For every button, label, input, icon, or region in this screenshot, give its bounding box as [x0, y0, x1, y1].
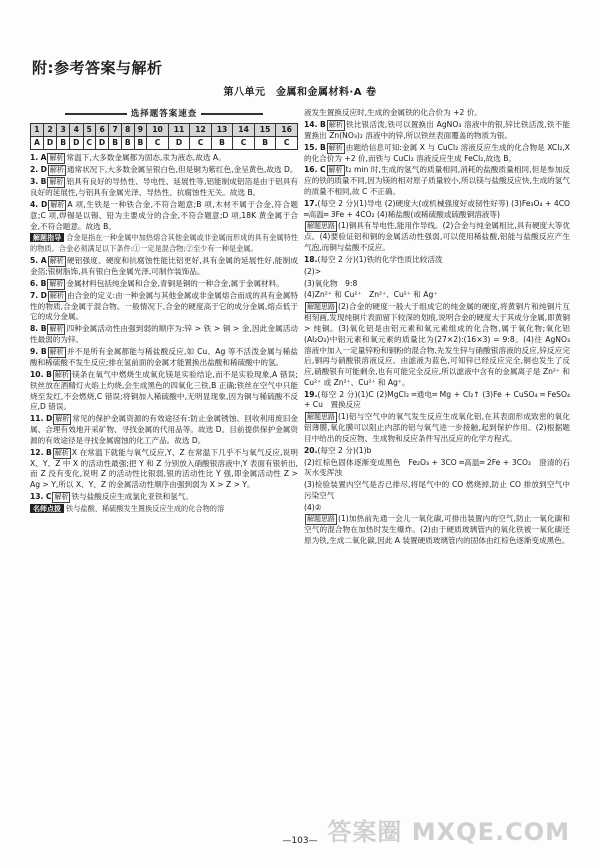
answer-item [304, 120, 570, 142]
answer-table-answer: D [95, 137, 109, 150]
right-answer-list [304, 108, 570, 547]
item-text: t₂ min 时,生成的氢气的质量相同,消耗的盐酸质量相同,但是参加反应的铁的质量不同,因为镁的相对原子质量较小,所以镁与盐酸反应快,生成的氢气的质量不相同,故 C 不正确。 [304, 165, 570, 197]
item-number: 8. [30, 324, 39, 334]
item-text: A 项,生铁是一种铁合金,不符合题意;B 项,木材不属于合金,符合题意;C 项,焊锡是以锡、铅为主要成分的合金,不符合题意;D 项,18K 黄金属于合金,不符合题意。故选 B。 [30, 199, 298, 231]
solution-idea-text: (1)铜具有导电性,能用作导线。(2)合金与纯金属相比,具有硬度大等优点。(4)要验证铝和铜的金属活动性强弱,可以使用稀盐酸,铝能与盐酸反应产生气泡,而铜与盐酸不反应。 [304, 221, 570, 253]
analysis-tag: 解析 [49, 166, 64, 175]
answer-table-number: 8 [122, 124, 135, 137]
answer-table-number: 5 [83, 124, 95, 137]
answer-table-number: 12 [190, 124, 212, 137]
left-answer-list [30, 153, 298, 514]
answer-table-answer: C [233, 137, 255, 150]
answer-table-answer: B [122, 137, 135, 150]
quick-answer-title: 选择题答案速查 [130, 109, 198, 119]
answer-table-answer: B [109, 137, 122, 150]
tip-text: 合金是指在一种金属中加热熔合其他金属或非金属而形成的具有金属特性的物质。合金必须满足以下条件:①一定是混合物;②至少有一种是金属。 [30, 233, 298, 253]
solution-idea [304, 221, 570, 254]
answer-table-number: 11 [168, 124, 190, 137]
item-number: 10. [30, 369, 44, 379]
answer-item [304, 165, 570, 198]
answer-item [30, 165, 298, 176]
answer-item [30, 256, 298, 278]
answer-table-number: 2 [43, 124, 57, 137]
answer-item [30, 414, 298, 447]
analysis-tag: 解析 [49, 279, 64, 288]
item-text: 常见的保护金属资源的有效途径有:防止金属锈蚀、回收利用废旧金属、合理有效地开采矿物、寻找金属的代用品等。故选 D。目前提供保护金属资源的有效途径是寻找金属腐蚀的化工产品。故选 D。 [30, 414, 298, 445]
item-text: 并不是所有金属都能与稀盐酸反应,如 Cu、Ag 等不活泼金属与稀盐酸和稀硫酸不发生反应;排在氢前面的金属才能置换出盐酸和稀硫酸中的氢。 [30, 346, 298, 367]
item-text: 铝具有良好的导热性、导电性、延展性等,铝能制成铝箔是由于铝具有良好的延展性,与铝具有金属光泽、导热性、抗腐蚀性无关。故选 B。 [30, 177, 298, 198]
answer-table-answer: A [31, 137, 44, 150]
answer-item [30, 492, 298, 503]
answer-table-number: 1 [31, 124, 44, 137]
quick-answer-heading [30, 108, 298, 120]
item-text: (每空 2 分)(1)导电 (2)硬度大(或机械强度好或韧性好等) (3)Fe₃O₄ + 4CO ═高温═ 3Fe + 4CO₂ (4)稀盐酸(或稀硫酸或硫酸铜溶液等) [304, 198, 570, 219]
item-text: 金属材料包括纯金属和合金,青铜是铜的一种合金,属于金属材料。 [66, 278, 284, 288]
item-text: (每空 2 分)(1)C (2)MgCl₂ ═通电═ Mg + Cl₂↑ (3)Fe + CuSO₄ ═ FeSO₄ + Cu 置换反应 [304, 389, 570, 410]
answer-table-answer: D [43, 137, 57, 150]
analysis-tag: 解析 [49, 154, 64, 163]
answer-item [30, 448, 298, 491]
item-text: (每空 2 分)(1)b [317, 445, 372, 455]
heading-rule-right [201, 113, 263, 115]
right-column [304, 108, 570, 548]
answer-table-answer: C [147, 137, 169, 150]
answer-table-answer: B [211, 137, 233, 150]
item-number: 15. [304, 142, 318, 152]
item-answer: B [319, 142, 326, 152]
item-answer: B [46, 369, 52, 379]
item-text: 铁比银活泼,铁可以置换出 AgNO₃ 溶液中的银,锌比铁活泼,铁不能置换出 Zn(NO₃)₂ 溶液中的锌,所以铁丝表面覆盖的物质为银。 [304, 119, 570, 140]
solution-idea-text: (2)合金的硬度一般大于组成它的纯金属的硬度,将黄铜片和纯铜片互相刻画,发现纯铜片表面留下较深的划痕,说明合金的硬度大于其成分金属,即黄铜 > 纯铜。(3)氧化铝是由铝元素和氧元素组成的化合物,属于氧化物;氧化铝(Al₂O₃)中铝元素和氧元素的质量比为(27×2):(16×3) = 9:8。(4)往 AgNO₃ 溶液中加入一定量锌粉和铜粉的混合物,先发生锌与硝酸银溶液的反应,锌反应完后,铜再与硝酸银溶液反应。由滤液为蓝色,可知锌已经反应完全,铜也发生了反应,硝酸银有可能剩余,也有可能完全反应,所以滤液中含有的金属离子是 Zn²⁺ 和 Cu²⁺ 或 Zn²⁺、Cu²⁺ 和 Ag⁺。 [304, 302, 570, 387]
left-column [30, 108, 298, 516]
item-answer: B [46, 447, 52, 457]
item-text: 由合金的定义:由一种金属与其他金属或非金属熔合而成的具有金属特性的物质,合金属于混合物。一般情况下,合金的硬度高于它的成分金属,熔点低于它的成分金属。 [30, 290, 298, 322]
item-text: 硬铝强度、硬度和抗腐蚀性能比铝更好,具有金属的延展性好,能制成金箔;银树脂饰,具有银白色金属光泽,可制作装饰品。 [30, 255, 298, 276]
tip-text: 铁与盐酸、稀硫酸发生置换反应生成的化合物的溶 [66, 504, 225, 513]
page-header: 附:参考答案与解析 [32, 59, 163, 77]
item-text: X 在常温下就能与氧气反应,Y、Z 在常温下几乎不与氧气反应,说明 X、Y、Z 中 X 的活动性最强;把 Y 和 Z 分别放入硝酸银溶液中,Y 表面有银析出,而 Z 没有变化,说明 Z 的活动性比银弱,银的活动性比 Y 强,即金属活动性 Z > Ag > Y,所以 X、Y、Z 的金属活动性顺序由强到弱为 X > Z > Y。 [30, 447, 298, 490]
answer-table-answer: B [254, 137, 276, 150]
analysis-tag: 解析 [49, 256, 64, 265]
item-text: 铁与盐酸反应生成氯化亚铁和氢气。 [71, 492, 193, 501]
analysis-tag: 解析 [50, 200, 65, 209]
answer-item [30, 153, 298, 164]
item-number: 18. [304, 255, 318, 265]
item-number: 2. [30, 165, 39, 175]
answer-item [30, 177, 298, 199]
continued-text: (3)氧化物 9:8 [304, 278, 358, 288]
page-number: —103— [282, 836, 318, 846]
item-number: 13. [30, 492, 44, 501]
item-text: 四种金属活动性由强到弱的顺序为:锌 > 铁 > 铜 > 金,因此金属活动性最弱的为锌。 [30, 324, 298, 345]
answer-table-answer-row [31, 137, 298, 150]
item-answer: A [40, 153, 47, 163]
answer-table-answer: B [57, 137, 70, 150]
item-text: 由题给信息可知:金属 X 与 CuCl₂ 溶液反应生成的化合物是 XCl₂,X 的化合价为 +2 价,而铁与 CuCl₂ 溶液反应生成 FeCl₂,故选 B。 [304, 142, 570, 163]
item-answer: C [319, 165, 326, 175]
analysis-tag: 解析 [328, 143, 343, 152]
answer-table-number: 13 [211, 124, 233, 137]
answer-table-answer: C [83, 137, 95, 150]
solution-idea [304, 412, 570, 445]
item-number: 12. [30, 447, 44, 457]
item-answer: B [40, 346, 47, 356]
answer-item [304, 255, 570, 266]
tip-label: 名师点拨 [30, 504, 64, 513]
analysis-tag: 解析 [54, 448, 69, 457]
answer-item [304, 446, 570, 457]
item-answer: A [40, 255, 47, 265]
item-number: 3. [30, 177, 39, 187]
solution-idea [304, 302, 570, 388]
item-number: 16. [304, 165, 318, 175]
item-number: 11. [30, 414, 44, 424]
item-number: 14. [304, 119, 318, 129]
answer-table-answer: D [168, 137, 190, 150]
item-text: (每空 2 分)(1)铁的化学性质比较活泼 [317, 255, 443, 265]
analysis-tag: 解析 [49, 347, 64, 356]
answer-table-number: 14 [233, 124, 255, 137]
item-answer: C [45, 492, 52, 501]
analysis-tag: 解析 [49, 178, 64, 187]
answer-table-number-row [31, 124, 298, 137]
answer-table-number: 10 [147, 124, 169, 137]
answer-item [304, 143, 570, 165]
answer-item [304, 390, 570, 412]
answer-table-number: 15 [254, 124, 276, 137]
analysis-tag: 解析 [328, 166, 343, 175]
item-answer: B [40, 177, 47, 187]
answer-table-answer: C [276, 137, 298, 150]
item-answer: D [41, 199, 48, 209]
solution-idea-tag: 解题思路 [307, 515, 335, 524]
item-number: 17. [304, 198, 318, 208]
item-answer: D [40, 165, 47, 175]
item-answer: B [40, 278, 47, 288]
answer-item [30, 200, 298, 233]
answer-table-number: 4 [70, 124, 84, 137]
analysis-tag: 解析 [54, 370, 69, 379]
continued-text: (2)> [304, 266, 322, 276]
answer-table-number: 6 [95, 124, 109, 137]
answer-item [30, 324, 298, 346]
answer-table [30, 123, 298, 150]
answer-table-answer: C [190, 137, 212, 150]
analysis-tag: 解析 [55, 415, 70, 424]
continued-text: (2)红棕色固体逐渐变成黑色 Fe₂O₃ + 3CO ═高温═ 2Fe + 3CO₂ 澄清的石灰水变浑浊 [304, 457, 570, 478]
item-number: 19. [304, 389, 318, 399]
item-text: 镁条在氧气中燃烧生成氧化镁是实验结论,而不是实验现象,A 错误;铁丝放在酒精灯火焰上灼烧,会生成黑色的四氧化三铁,B 正确;铁丝在空气中只能烧至发红,不会燃烧,C 错误;将铜加入稀硫酸中,无明显现象,因为铜与稀硫酸不反应,D 错误。 [30, 369, 298, 412]
item-answer: D [40, 290, 47, 300]
item-answer: B [40, 324, 47, 334]
answer-table-answer: B [134, 137, 147, 150]
answer-item [304, 199, 570, 221]
answer-table-number: 16 [276, 124, 298, 137]
answer-table-number: 3 [57, 124, 70, 137]
item-text: 通常状况下,大多数金属呈银白色,但是铜为紫红色,金呈黄色,故选 D。 [66, 165, 298, 175]
answer-item [30, 279, 298, 290]
answer-item [30, 347, 298, 369]
solution-idea-text: (1)加热前先通一会儿一氧化碳,可排出装置内的空气,防止一氧化碳和空气的混合物在加热时发生爆炸。(2)由于硬质玻璃管内的氧化铁被一氧化碳还原为铁,生成二氧化碳,因此 A 装置硬质玻璃管内的固体由红棕色逐渐变成黑色。 [304, 514, 570, 546]
tip-label: 解题指导 [30, 233, 64, 242]
tip-box [30, 233, 298, 253]
watermark: 答案圈 MXQE.COM [327, 818, 570, 846]
answer-table-number: 7 [109, 124, 122, 137]
answer-table-answer: D [70, 137, 84, 150]
answer-table-number: 9 [134, 124, 147, 137]
item-answer: B [320, 119, 326, 129]
solution-idea-tag: 解题思路 [307, 303, 335, 312]
item-number: 4. [30, 199, 39, 209]
analysis-tag: 解析 [54, 493, 69, 501]
unit-title: 第八单元 金属和金属材料·A 卷 [223, 87, 377, 98]
continued-text: (4)② [304, 502, 322, 512]
continued-text: 液发生置换反应时,生成的金属铁的化合价为 +2 价。 [304, 108, 482, 117]
item-number: 20. [304, 445, 318, 455]
item-number: 1. [30, 153, 39, 163]
item-text: 常温下,大多数金属都为固态,汞为液态,故选 A。 [66, 153, 226, 163]
item-number: 6. [30, 278, 39, 288]
analysis-tag: 解析 [49, 291, 64, 300]
continued-text: (4)Zn²⁺ 和 Cu²⁺ Zn²⁺、Cu²⁺ 和 Ag⁺ [304, 290, 438, 300]
item-number: 9. [30, 346, 39, 356]
solution-idea-text: (1)铝与空气中的氧气发生反应生成氧化铝,在其表面形成致密的氧化铝薄膜,氧化膜可以阻止内部的铝与氧气进一步接触,起到保护作用。(2)根据题目中给出的反应物、生成物和反应条件写出反应的化学方程式。 [304, 412, 570, 443]
solution-idea [304, 514, 570, 547]
answer-item [30, 291, 298, 324]
item-answer: D [45, 414, 53, 424]
continued-text: (3)检验装置内空气是否已排尽,将尾气中的 CO 燃烧掉,防止 CO 排放到空气中污染空气 [304, 480, 570, 500]
answer-item [30, 370, 298, 413]
solution-idea-tag: 解题思路 [307, 413, 335, 422]
heading-rule-left [65, 113, 127, 115]
item-number: 7. [30, 290, 39, 300]
solution-idea-tag: 解题思路 [307, 222, 335, 231]
analysis-tag: 解析 [328, 120, 343, 129]
analysis-tag: 解析 [49, 325, 64, 334]
item-number: 5. [30, 255, 39, 265]
tip-box [30, 504, 298, 514]
